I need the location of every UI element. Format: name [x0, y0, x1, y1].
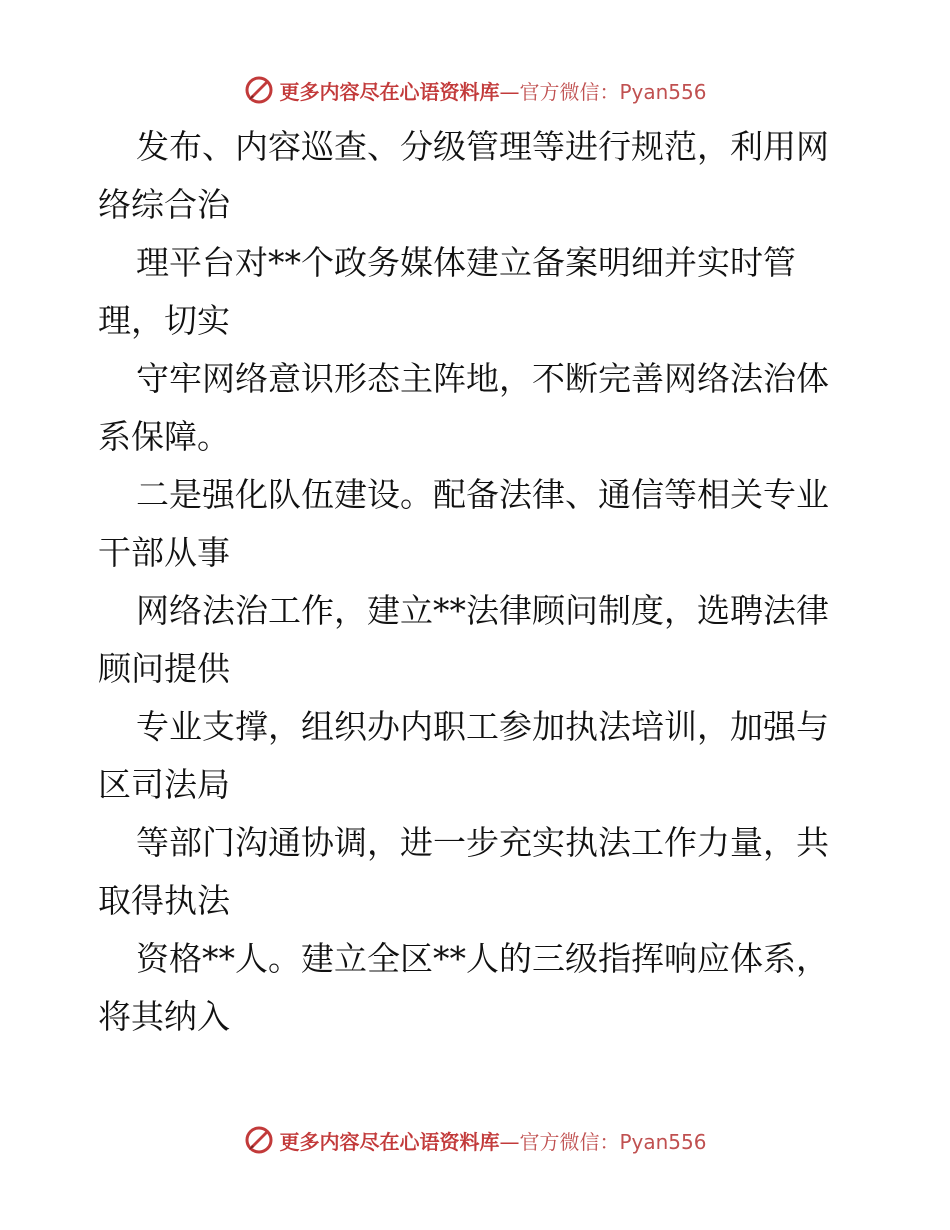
paragraph-line: 顾问提供: [98, 649, 230, 688]
paragraph-4: [98, 466, 858, 582]
paragraph-line: 络综合治: [98, 185, 230, 224]
paragraph-line: 网络法治工作，建立**法律顾问制度，选聘法律: [136, 591, 829, 630]
document-body: [98, 118, 858, 1046]
paragraph-line: 理平台对**个政务媒体建立备案明细并实时管: [136, 243, 796, 282]
banner-contact-text: 官方微信：Pyan556: [519, 79, 707, 104]
paragraph-line: 取得执法: [98, 881, 230, 920]
quill-logo-icon: [243, 1124, 275, 1156]
paragraph-1: [98, 118, 858, 234]
paragraph-line: 理，切实: [98, 301, 230, 340]
header-banner: [0, 70, 950, 110]
banner-dash: —: [499, 79, 520, 104]
footer-banner: [0, 1120, 950, 1160]
paragraph-line: 发布、内容巡查、分级管理等进行规范，利用网: [136, 127, 829, 166]
quill-logo-icon: [243, 74, 275, 106]
paragraph-6: [98, 698, 858, 814]
paragraph-line: 守牢网络意识形态主阵地，不断完善网络法治体: [136, 359, 829, 398]
paragraph-line: 专业支撑，组织办内职工参加执法培训，加强与: [136, 707, 829, 746]
paragraph-8: [98, 930, 858, 1046]
paragraph-line: 等部门沟通协调，进一步充实执法工作力量，共: [136, 823, 829, 862]
banner-text: [279, 76, 706, 105]
banner-site-text: 更多内容尽在心语资料库: [279, 79, 500, 104]
paragraph-line: 二是强化队伍建设。配备法律、通信等相关专业: [136, 475, 829, 514]
paragraph-3: [98, 350, 858, 466]
banner-text: [279, 1126, 706, 1155]
banner-dash: —: [499, 1129, 520, 1154]
paragraph-line: 将其纳入: [98, 997, 230, 1036]
paragraph-2: [98, 234, 858, 350]
paragraph-5: [98, 582, 858, 698]
banner-site-text: 更多内容尽在心语资料库: [279, 1129, 500, 1154]
banner-contact-text: 官方微信：Pyan556: [519, 1129, 707, 1154]
paragraph-line: 系保障。: [98, 417, 230, 456]
paragraph-line: 干部从事: [98, 533, 230, 572]
paragraph-line: 资格**人。建立全区**人的三级指挥响应体系，: [136, 939, 829, 978]
paragraph-line: 区司法局: [98, 765, 230, 804]
paragraph-7: [98, 814, 858, 930]
